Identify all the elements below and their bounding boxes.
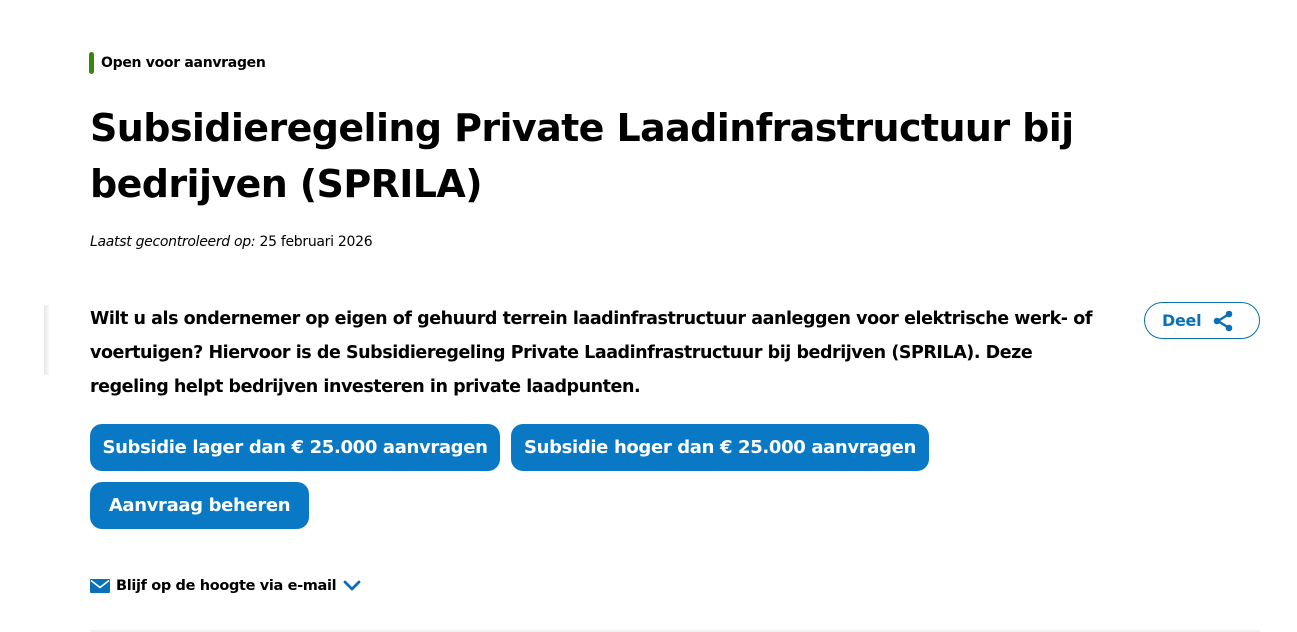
- share-icon: [1211, 309, 1235, 333]
- intro-text: Wilt u als ondernemer op eigen of gehuurd terrein laadinfrastructuur aanleggen voor elektrische werk- of voertuigen? Hiervoor is de Subsidieregeling Private Laadinfrastructuur bij bedrijven (SPRILA). Deze regeling helpt bedrijven investeren in private laadpunten.: [90, 309, 1092, 397]
- mail-icon: [90, 578, 110, 594]
- apply-low-subsidy-button[interactable]: Subsidie lager dan € 25.000 aanvragen: [90, 424, 500, 471]
- manage-application-button[interactable]: Aanvraag beheren: [90, 482, 309, 529]
- email-subscribe-toggle[interactable]: [90, 575, 361, 597]
- left-edge-shadow: [44, 305, 49, 375]
- last-checked-date: 25 februari 2026: [259, 234, 373, 250]
- last-checked-label: Laatst gecontroleerd op:: [90, 234, 256, 250]
- status-bar: [89, 52, 94, 74]
- status-indicator: [89, 52, 266, 74]
- share-button[interactable]: [1144, 302, 1260, 339]
- last-checked: [90, 234, 372, 250]
- page-title: Subsidieregeling Private Laadinfrastructuur bij bedrijven (SPRILA): [90, 106, 1074, 206]
- status-label: Open voor aanvragen: [101, 55, 266, 71]
- share-label: Deel: [1162, 311, 1202, 330]
- apply-high-subsidy-button[interactable]: Subsidie hoger dan € 25.000 aanvragen: [511, 424, 929, 471]
- subscribe-label: Blijf op de hoogte via e-mail: [116, 578, 337, 594]
- chevron-down-icon: [343, 580, 361, 592]
